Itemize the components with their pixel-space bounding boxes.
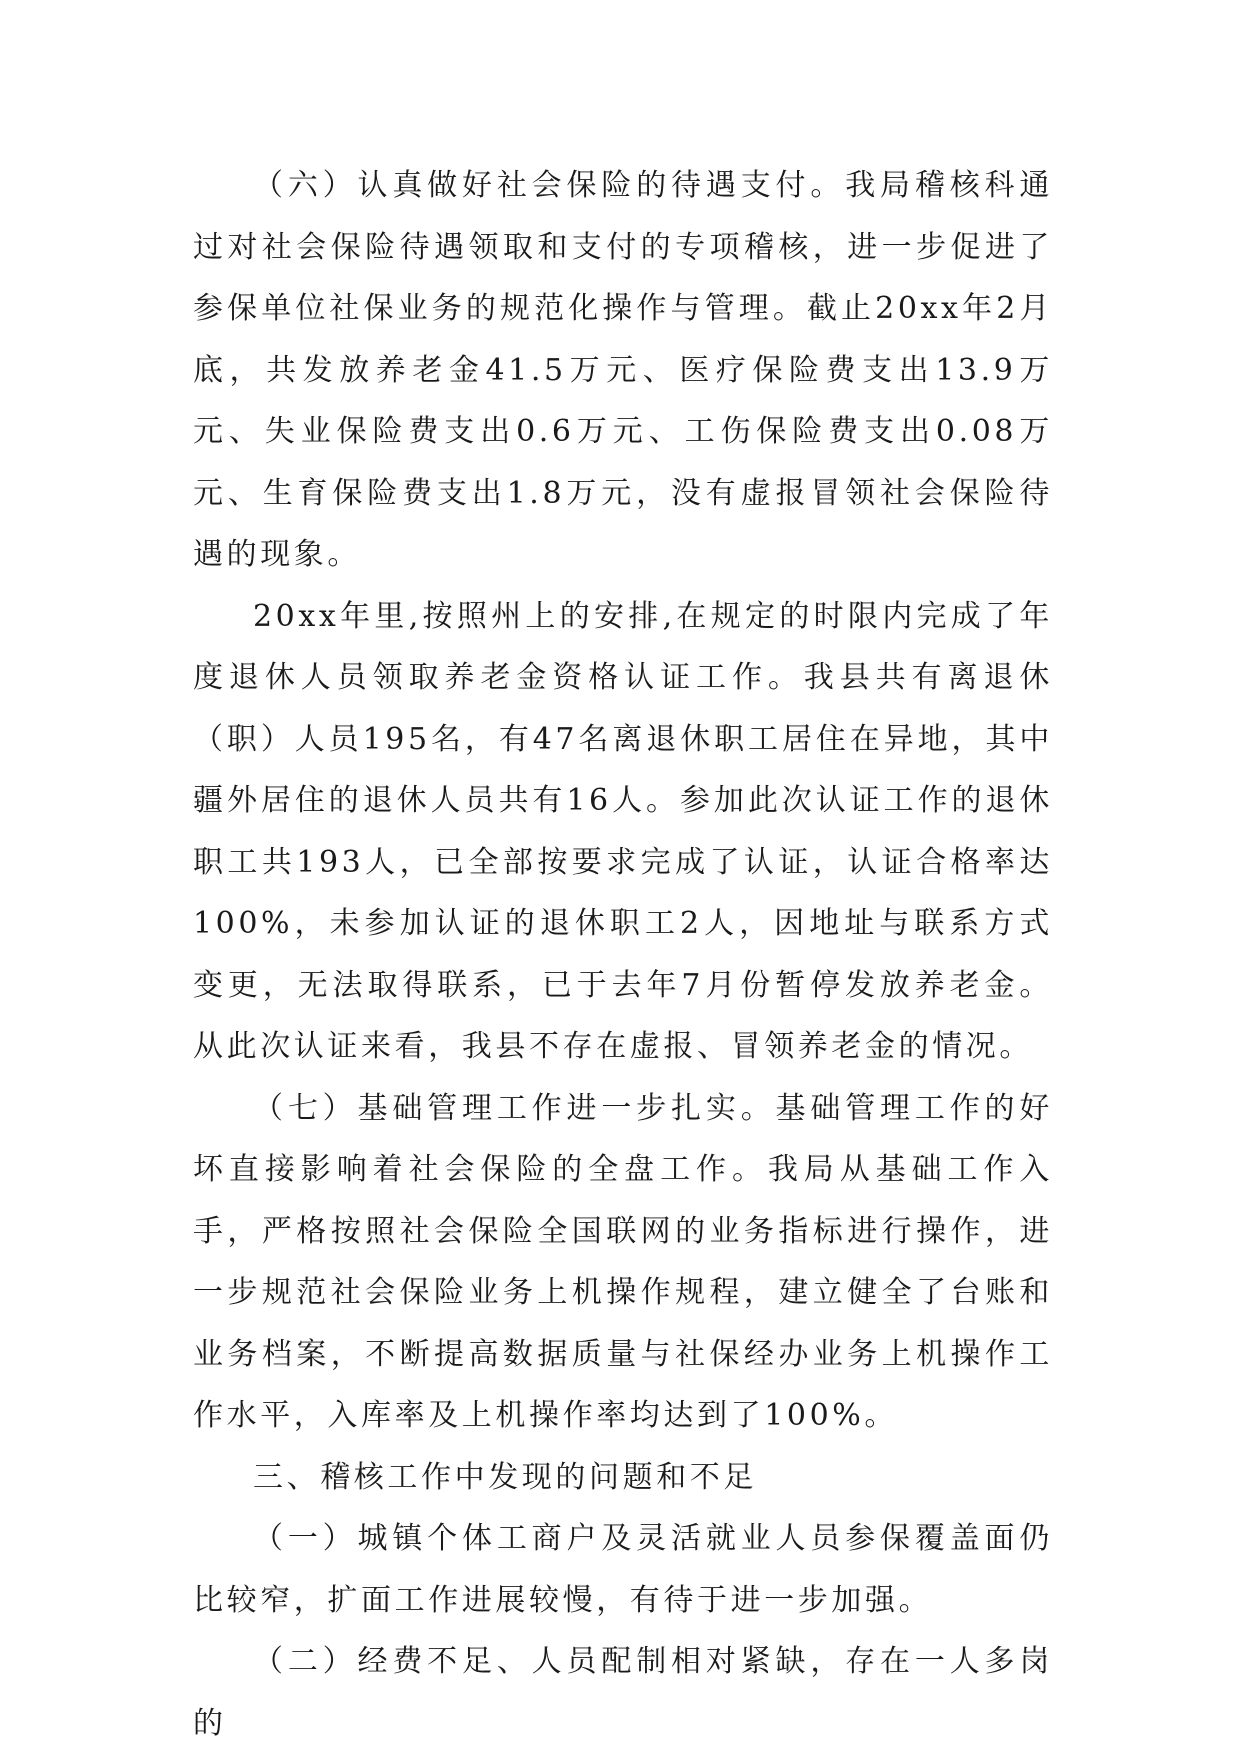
paragraph-basic-management: （七）基础管理工作进一步扎实。基础管理工作的好坏直接影响着社会保险的全盘工作。我局从基础工作入手，严格按照社会保险全国联网的业务指标进行操作，进一步规范社会保险业务上机操作规程，建立健全了台账和业务档案，不断提高数据质量与社保经办业务上机操作工作水平，入库率及上机操作率均达到了100%。 <box>193 1090 1053 1433</box>
paragraph-problem-funding: （二）经费不足、人员配制相对紧缺，存在一人多岗的 <box>193 1644 1053 1741</box>
paragraph-problem-coverage: （一）城镇个体工商户及灵活就业人员参保覆盖面仍比较窄，扩面工作进展较慢，有待于进一步加强。 <box>193 1521 1053 1618</box>
paragraph-retiree-certification: 20xx年里,按照州上的安排,在规定的时限内完成了年度退休人员领取养老金资格认证工作。我县共有离退休（职）人员195名，有47名离退休职工居住在异地，其中疆外居住的退休人员共有16人。参加此次认证工作的退休职工共193人，已全部按要求完成了认证，认证合格率达100%，未参加认证的退休职工2人，因地址与联系方式变更，无法取得联系，已于去年7月份暂停发放养老金。从此次认证来看，我县不存在虚报、冒领养老金的情况。 <box>193 598 1053 1064</box>
document-body <box>193 155 1053 1754</box>
section-heading-problems: 三、稽核工作中发现的问题和不足 <box>253 1459 757 1495</box>
paragraph-benefit-payment: （六）认真做好社会保险的待遇支付。我局稽核科通过对社会保险待遇领取和支付的专项稽核，进一步促进了参保单位社保业务的规范化操作与管理。截止20xx年2月底，共发放养老金41.5万元、医疗保险费支出13.9万元、失业保险费支出0.6万元、工伤保险费支出0.08万元、生育保险费支出1.8万元，没有虚报冒领社会保险待遇的现象。 <box>193 168 1053 572</box>
